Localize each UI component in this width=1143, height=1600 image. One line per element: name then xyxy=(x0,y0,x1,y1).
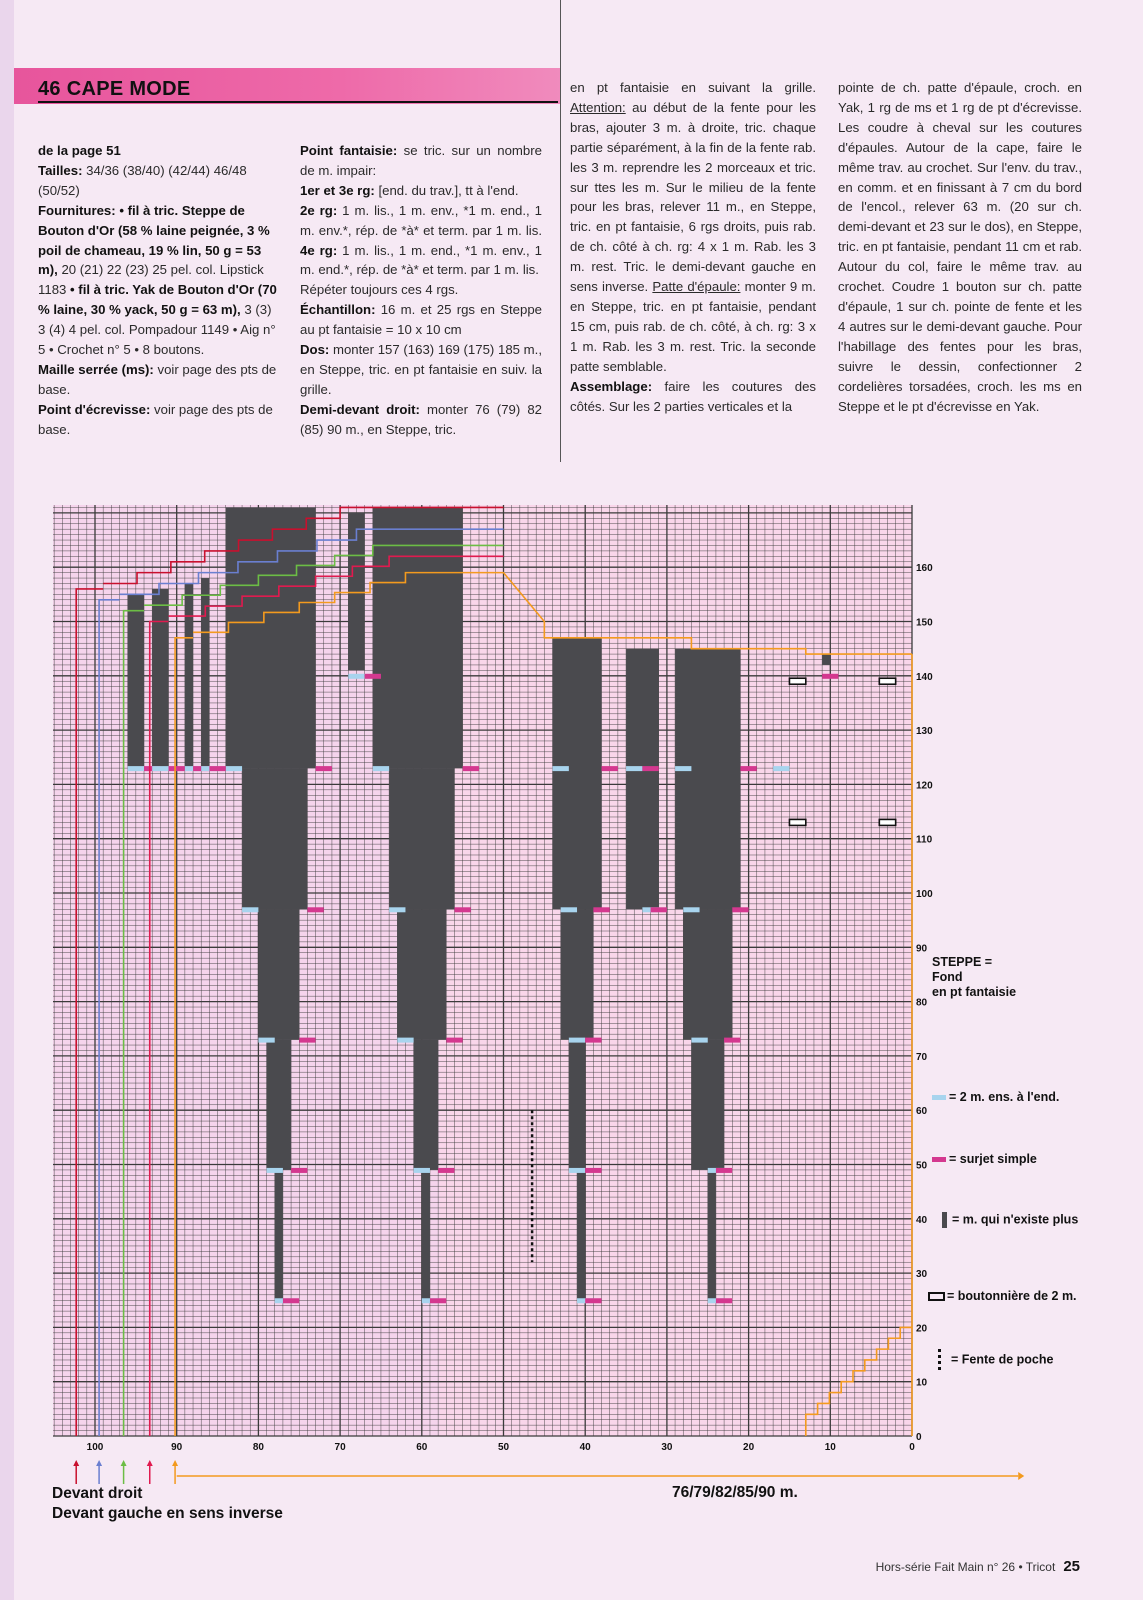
x-tick-label: 10 xyxy=(824,1442,836,1453)
size-arrow-head xyxy=(147,1460,153,1466)
legend-text-missing: = m. qui n'existe plus xyxy=(952,1212,1079,1227)
surjet-marker xyxy=(642,766,658,771)
legend-item-missing xyxy=(942,1212,1078,1228)
y-tick-label: 110 xyxy=(916,834,933,846)
surjet-marker xyxy=(822,674,838,679)
dark-block-2 xyxy=(373,507,463,768)
y-tick-label: 140 xyxy=(916,671,933,683)
dark-block-4 xyxy=(675,649,740,910)
surjet-marker xyxy=(299,1038,315,1043)
decrease-marker xyxy=(267,1168,283,1173)
y-tick-label: 70 xyxy=(916,1051,928,1063)
decrease-marker xyxy=(626,766,642,771)
col3-segment: Attention: au début de la fente pour les bras, ajouter 3 m. à droite, tric. chaque partie séparément, à la fin de la fente rab. les 3 m. reprendre les 2 morceaux et tric. sur ttes les m. Sur le milieu de la fente pour les bras, relever 11 m., en Steppe, tric. en pt fantaisie, 6 rgs droits, puis rab. de ch. côté à ch. rg: 4 x 1 m. Rab. les 3 m. rest. Tric. le demi-devant gauche en sens inverse. xyxy=(570,99,816,295)
dark-block-3 xyxy=(561,909,594,1039)
decrease-marker xyxy=(683,907,699,912)
legend-text-surjet: = surjet simple xyxy=(949,1152,1037,1166)
dark-block-3 xyxy=(553,638,602,910)
surjet-marker xyxy=(365,674,381,679)
decrease-marker xyxy=(561,907,577,912)
decrease-marker xyxy=(675,766,691,771)
decrease-marker xyxy=(242,907,258,912)
y-tick-label: 160 xyxy=(916,563,933,575)
x-tick-label: 70 xyxy=(334,1442,346,1453)
col1-segment: Maille serrée (ms): voir page des pts de base. xyxy=(38,361,277,397)
surjet-marker xyxy=(454,907,470,912)
surjet-marker xyxy=(716,1298,732,1303)
buttonhole-marker xyxy=(879,678,895,684)
dark-block-2 xyxy=(389,768,454,909)
y-tick-label: 60 xyxy=(916,1106,928,1118)
col2-segment: Dos: monter 157 (163) 169 (175) 185 m., en Steppe, tric. en pt fantaisie en suiv. la grille. xyxy=(300,342,542,397)
legend-text-decrease: = 2 m. ens. à l'end. xyxy=(949,1090,1060,1104)
legend-item-pocket xyxy=(938,1349,1053,1371)
x-tick-label: 0 xyxy=(909,1442,915,1453)
col2-segment: 1er et 3e rg: [end. du trav.], tt à l'end. xyxy=(300,182,519,198)
caption-devant-gauche: Devant gauche en sens inverse xyxy=(52,1505,283,1522)
decrease-marker xyxy=(373,766,389,771)
dark-block-1 xyxy=(275,1170,283,1300)
col1-segment: de la page 51 xyxy=(38,143,121,158)
y-tick-label: 30 xyxy=(916,1269,928,1281)
y-tick-label: 50 xyxy=(916,1160,928,1172)
caption-devant-droit: Devant droit xyxy=(52,1485,143,1502)
buttonhole-marker xyxy=(789,819,805,825)
y-tick-label: 0 xyxy=(916,1432,922,1443)
col4-segment: pointe de ch. patte d'épaule, croch. en Yak, 1 rg de ms et 1 rg de pt d'écrevisse. Les coudre à cheval sur les coutures d'épaules. Autour de la cape, faire le même trav. au crochet. Sur l'env. du trav., en comm. et en finissant à 7 cm du bord de l'encol., relever 63 m. (20 sur ch. demi-devant et 23 sur le dos), en Steppe, tric. en pt fantaisie, pendant 11 cm et rab. Autour du col, faire le même trav. au crochet. Coudre 1 bouton sur ch. patte d'épaule, 1 sur ch. pointe de fente et les 4 autres sur le demi-devant gauche. Pour l'habillage des fentes pour les bras, suivre le dessin, confectionner 2 cordelières torsadées, croch. les ms en Steppe et le pt d'écrevisse en Yak. xyxy=(838,80,1082,414)
x-tick-label: 20 xyxy=(743,1442,755,1453)
x-tick-label: 40 xyxy=(579,1442,591,1453)
col2-segment: Échantillon: 16 m. et 25 rgs en Steppe au pt fantaisie = 10 x 10 cm xyxy=(300,302,542,338)
col1-segment: • fil à tric. Yak de Bouton d'Or (70 % laine, 30 % yack, 50 g = 63 m), 3 (3) 3 (4) 4 pel. col. Pompadour 1149 • Aig n° 5 • Crochet n° 5 • 8 boutons. xyxy=(38,282,277,358)
x-tick-label: 50 xyxy=(497,1442,510,1453)
surjet-marker xyxy=(316,766,332,771)
surjet-marker xyxy=(446,1038,462,1043)
steppe-note-line-2: Fond xyxy=(932,970,963,984)
surjet-marker xyxy=(585,1298,601,1303)
x-tick-label: 90 xyxy=(171,1442,183,1453)
dark-block-small xyxy=(822,654,830,665)
surjet-marker xyxy=(291,1168,307,1173)
dark-block-side xyxy=(185,583,193,768)
dark-block-4 xyxy=(708,1170,716,1300)
dark-block-side xyxy=(152,589,168,768)
buttonhole-marker xyxy=(789,678,805,684)
dark-block-1 xyxy=(242,768,307,909)
col3-segment: en pt fantaisie en suivant la grille. xyxy=(570,80,816,95)
dark-block-3 xyxy=(577,1170,585,1300)
surjet-marker xyxy=(593,907,609,912)
decrease-marker xyxy=(226,766,242,771)
decrease-marker xyxy=(348,674,364,679)
col2-segment: Point fantaisie: se tric. sur un nombre de m. impair: xyxy=(300,143,542,178)
dark-block-5 xyxy=(642,768,650,909)
surjet-marker xyxy=(724,1038,740,1043)
surjet-marker xyxy=(307,907,323,912)
legend-item-buttonhole xyxy=(928,1289,1077,1303)
col2-segment: Demi-devant droit: monter 76 (79) 82 (85) 90 m., en Steppe, tric. xyxy=(300,401,542,437)
col2-segment: Répéter toujours ces 4 rgs. xyxy=(300,282,459,298)
col3-segment: Patte d'épaule: monter 9 m. en Steppe, tric. en pt fantaisie, pendant 15 cm, puis rab. de ch. côté, à ch. rg: 3 x 1 m. Rab. les 3 m. rest. Tric. la seconde patte semblable. xyxy=(570,279,816,374)
surjet-marker xyxy=(438,1168,454,1173)
surjet-marker xyxy=(283,1298,299,1303)
y-tick-label: 100 xyxy=(916,889,933,900)
decrease-marker xyxy=(569,1168,585,1173)
decrease-marker xyxy=(691,1038,707,1043)
dark-block-1 xyxy=(258,909,299,1039)
arrow-head-orange xyxy=(1018,1472,1024,1480)
decrease-marker xyxy=(414,1168,430,1173)
y-tick-label: 90 xyxy=(916,943,928,955)
y-tick-label: 40 xyxy=(916,1214,928,1226)
dark-block-2 xyxy=(397,909,446,1039)
x-tick-label: 80 xyxy=(252,1442,264,1453)
y-tick-label: 120 xyxy=(916,780,933,792)
surjet-marker xyxy=(463,766,479,771)
size-arrow-head xyxy=(96,1460,102,1466)
dark-block-3 xyxy=(569,1040,585,1170)
dark-block-1 xyxy=(267,1040,292,1170)
buttonhole-marker xyxy=(879,819,895,825)
col1-segment: Point d'écrevisse: voir page des pts de base. xyxy=(38,401,273,437)
decrease-marker xyxy=(773,766,789,771)
surjet-marker xyxy=(732,907,748,912)
steppe-note xyxy=(932,955,1016,1000)
col1-segment: Fournitures: • fil à tric. Steppe de Bouton d'Or (58 % laine peignée, 3 % poil de chameau, 19 % lin, 50 g = 53 m), 20 (21) 22 (23) 25 pel. col. Lipstick 1183 xyxy=(38,202,270,298)
decrease-marker xyxy=(258,1038,274,1043)
surjet-marker xyxy=(602,766,618,771)
surjet-marker xyxy=(740,766,756,771)
surjet-marker xyxy=(169,766,185,771)
page-title: 46 CAPE MODE xyxy=(38,78,191,100)
decrease-marker xyxy=(128,766,144,771)
col1-segment: Tailles: 34/36 (38/40) (42/44) 46/48 (50/52) xyxy=(38,162,247,198)
page-number: 25 xyxy=(1063,1558,1080,1575)
surjet-marker xyxy=(651,907,667,912)
y-tick-label: 10 xyxy=(916,1377,928,1389)
decrease-marker xyxy=(152,766,168,771)
dark-block-side xyxy=(128,594,144,768)
chart-caption-left xyxy=(52,1484,283,1524)
legend-item-surjet xyxy=(932,1152,1037,1166)
col2-segment: 2e rg: 1 m. lis., 1 m. env., *1 m. end., 1 m. env.*, rép. de *à* et term. par 1 m. lis. xyxy=(300,202,542,238)
footer-text: Hors-série Fait Main n° 26 • Tricot xyxy=(875,1560,1056,1574)
legend-item-decrease xyxy=(932,1090,1059,1104)
size-arrow-head xyxy=(121,1460,127,1466)
x-tick-label: 60 xyxy=(416,1442,428,1453)
steppe-note-line-3: en pt fantaisie xyxy=(932,985,1017,999)
decrease-marker xyxy=(553,766,569,771)
surjet-marker xyxy=(716,1168,732,1173)
size-arrow-head xyxy=(172,1460,178,1466)
x-tick-label: 30 xyxy=(661,1442,673,1453)
legend-text-buttonhole: = boutonnière de 2 m. xyxy=(947,1289,1077,1303)
col2-segment: 4e rg: 1 m. lis., 1 m. end., *1 m. env., 1 m. end.*, rép. de *à* et term. par 1 m. lis. xyxy=(300,242,542,278)
surjet-marker xyxy=(585,1038,601,1043)
decrease-marker xyxy=(397,1038,413,1043)
chart-caption-right: 76/79/82/85/90 m. xyxy=(672,1484,798,1501)
y-tick-label: 150 xyxy=(916,617,933,629)
dark-block-2 xyxy=(414,1040,439,1170)
dark-block-2 xyxy=(422,1170,430,1300)
y-tick-label: 20 xyxy=(916,1323,928,1335)
col3-segment: Assemblage: faire les coutures des côtés. Sur les 2 parties verticales et la xyxy=(570,378,816,414)
decrease-marker xyxy=(389,907,405,912)
y-tick-label: 130 xyxy=(916,726,933,738)
legend-text-pocket: = Fente de poche xyxy=(951,1352,1054,1367)
page-footer xyxy=(876,1558,1080,1575)
surjet-marker xyxy=(430,1298,446,1303)
decrease-marker xyxy=(569,1038,585,1043)
dark-block-4 xyxy=(691,1040,724,1170)
surjet-marker xyxy=(209,766,225,771)
steppe-note-line-1: STEPPE = xyxy=(932,955,993,969)
size-arrow-head xyxy=(73,1460,79,1466)
y-tick-label: 80 xyxy=(916,997,928,1009)
dark-block-4 xyxy=(683,909,732,1039)
x-tick-label: 100 xyxy=(86,1442,104,1453)
surjet-marker xyxy=(585,1168,601,1173)
